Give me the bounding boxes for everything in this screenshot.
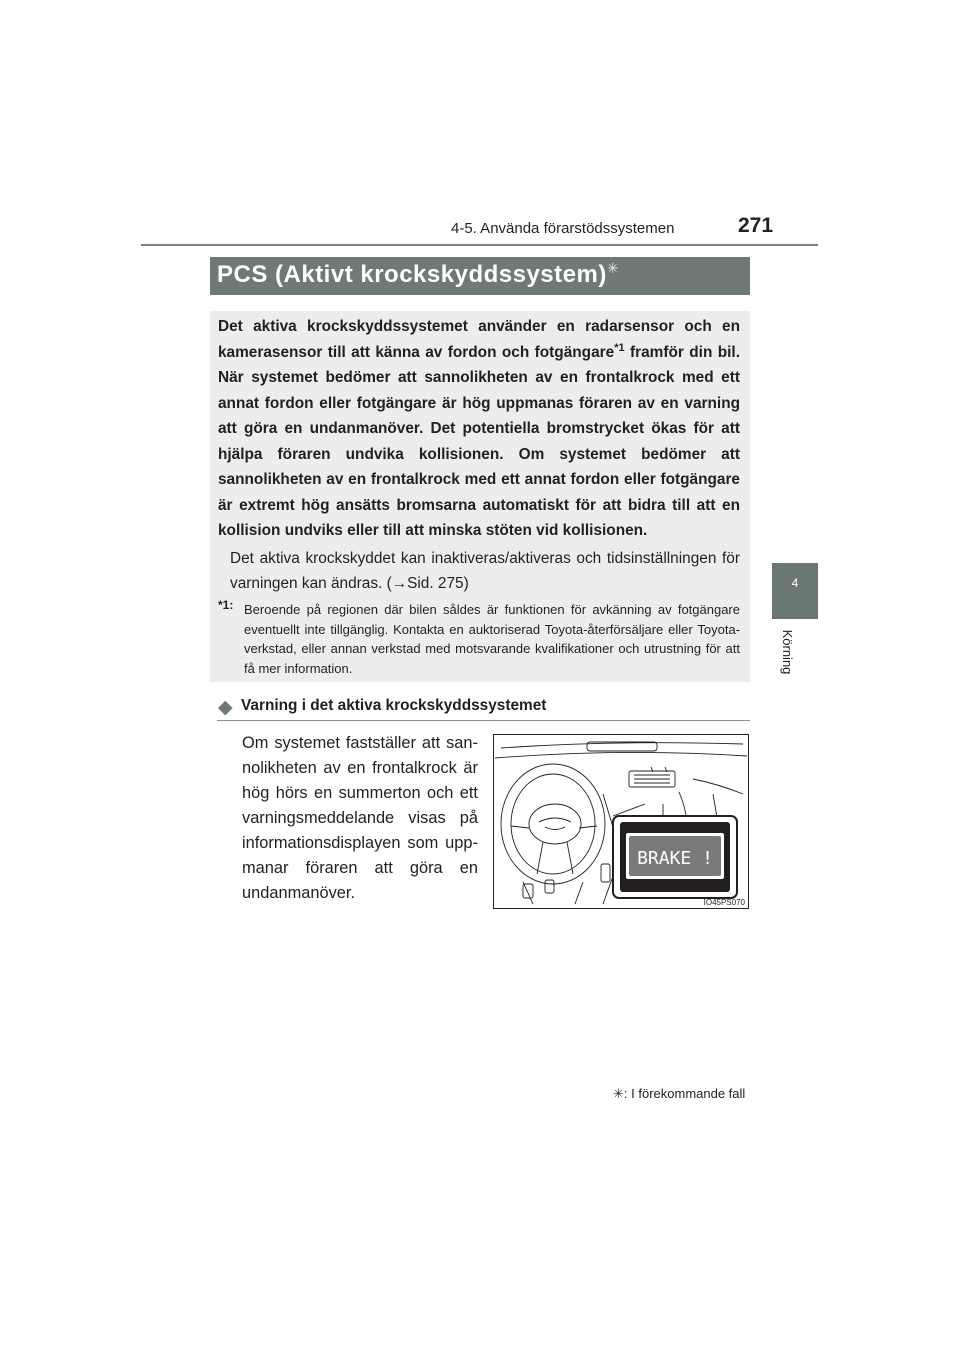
- running-header-section: 4-5. Använda förarstödssystemen: [451, 220, 675, 237]
- settings-note: Det aktiva krockskyddet kan inaktiveras/aktiveras och tidsinställningen för varningen kan ändras. (→Sid. 275): [230, 550, 740, 592]
- page-number: 271: [738, 214, 774, 237]
- subsection-heading: Varning i det aktiva krockskyddssystemet: [241, 697, 547, 714]
- asterisk-icon: ✳: [613, 1086, 624, 1101]
- chapter-tab: [772, 563, 818, 619]
- availability-note-text: : I förekommande fall: [623, 1086, 746, 1101]
- availability-note: [613, 1086, 745, 1102]
- chapter-tab-label: Körning: [780, 629, 795, 675]
- dashboard-illustration: [493, 734, 749, 909]
- section-title: [217, 260, 619, 289]
- section-title-text: PCS (Aktivt krockskyddssystem): [217, 261, 607, 288]
- footnote-text: Beroende på regionen där bilen såldes är funktionen för avkänning av fotgängare eventuellt inte tillgänglig. Kontakta en auktoriserad Toyota-återförsäljare eller Toyota-verkstad, eller annan verkstad med motsvarande kvalifikationer och utrustning för att få mer information.: [244, 602, 740, 676]
- intro-paragraph: [218, 314, 740, 544]
- intro-text-1: Det aktiva krockskyddssystemet använder en radarsensor och en kamerasensor till att känna av fordon och fotgängare: [218, 318, 740, 361]
- asterisk-icon: ✳: [606, 260, 620, 276]
- footnote-ref: *1: [614, 341, 625, 354]
- footnote-marker: *1:: [218, 598, 234, 612]
- brake-warning-text: BRAKE !: [637, 848, 713, 869]
- subsection-rule: [217, 720, 750, 721]
- chapter-tab-number: 4: [791, 576, 799, 590]
- diamond-bullet-icon: ◆: [218, 697, 233, 718]
- header-rule: [141, 244, 818, 246]
- subsection-body: Om systemet fastställer att sannolikheten av en frontalkrock är hög hörs en summerton och ett varningsmeddelande visas på informationsdisplayen som uppmanar föraren att göra en undanmanöver.: [242, 734, 478, 902]
- intro-text-2: framför din bil. När systemet bedömer att sannolikheten av en frontalkrock med ett annat fordon eller fotgängare är hög uppmanas föraren av en varning att göra en undanmanöver. Det potentiella bromstrycket ökas för att hjälpa föraren undvika kollisionen. Om systemet bedömer att sannolikheten av en frontalkrock med ett annat fordon eller fotgängare är extremt hög ansätts bromsarna automatiskt för att bidra till att en kollision undviks eller till att minska stöten vid kollisionen.: [218, 343, 740, 539]
- illustration-code: IO45PS070: [703, 898, 745, 907]
